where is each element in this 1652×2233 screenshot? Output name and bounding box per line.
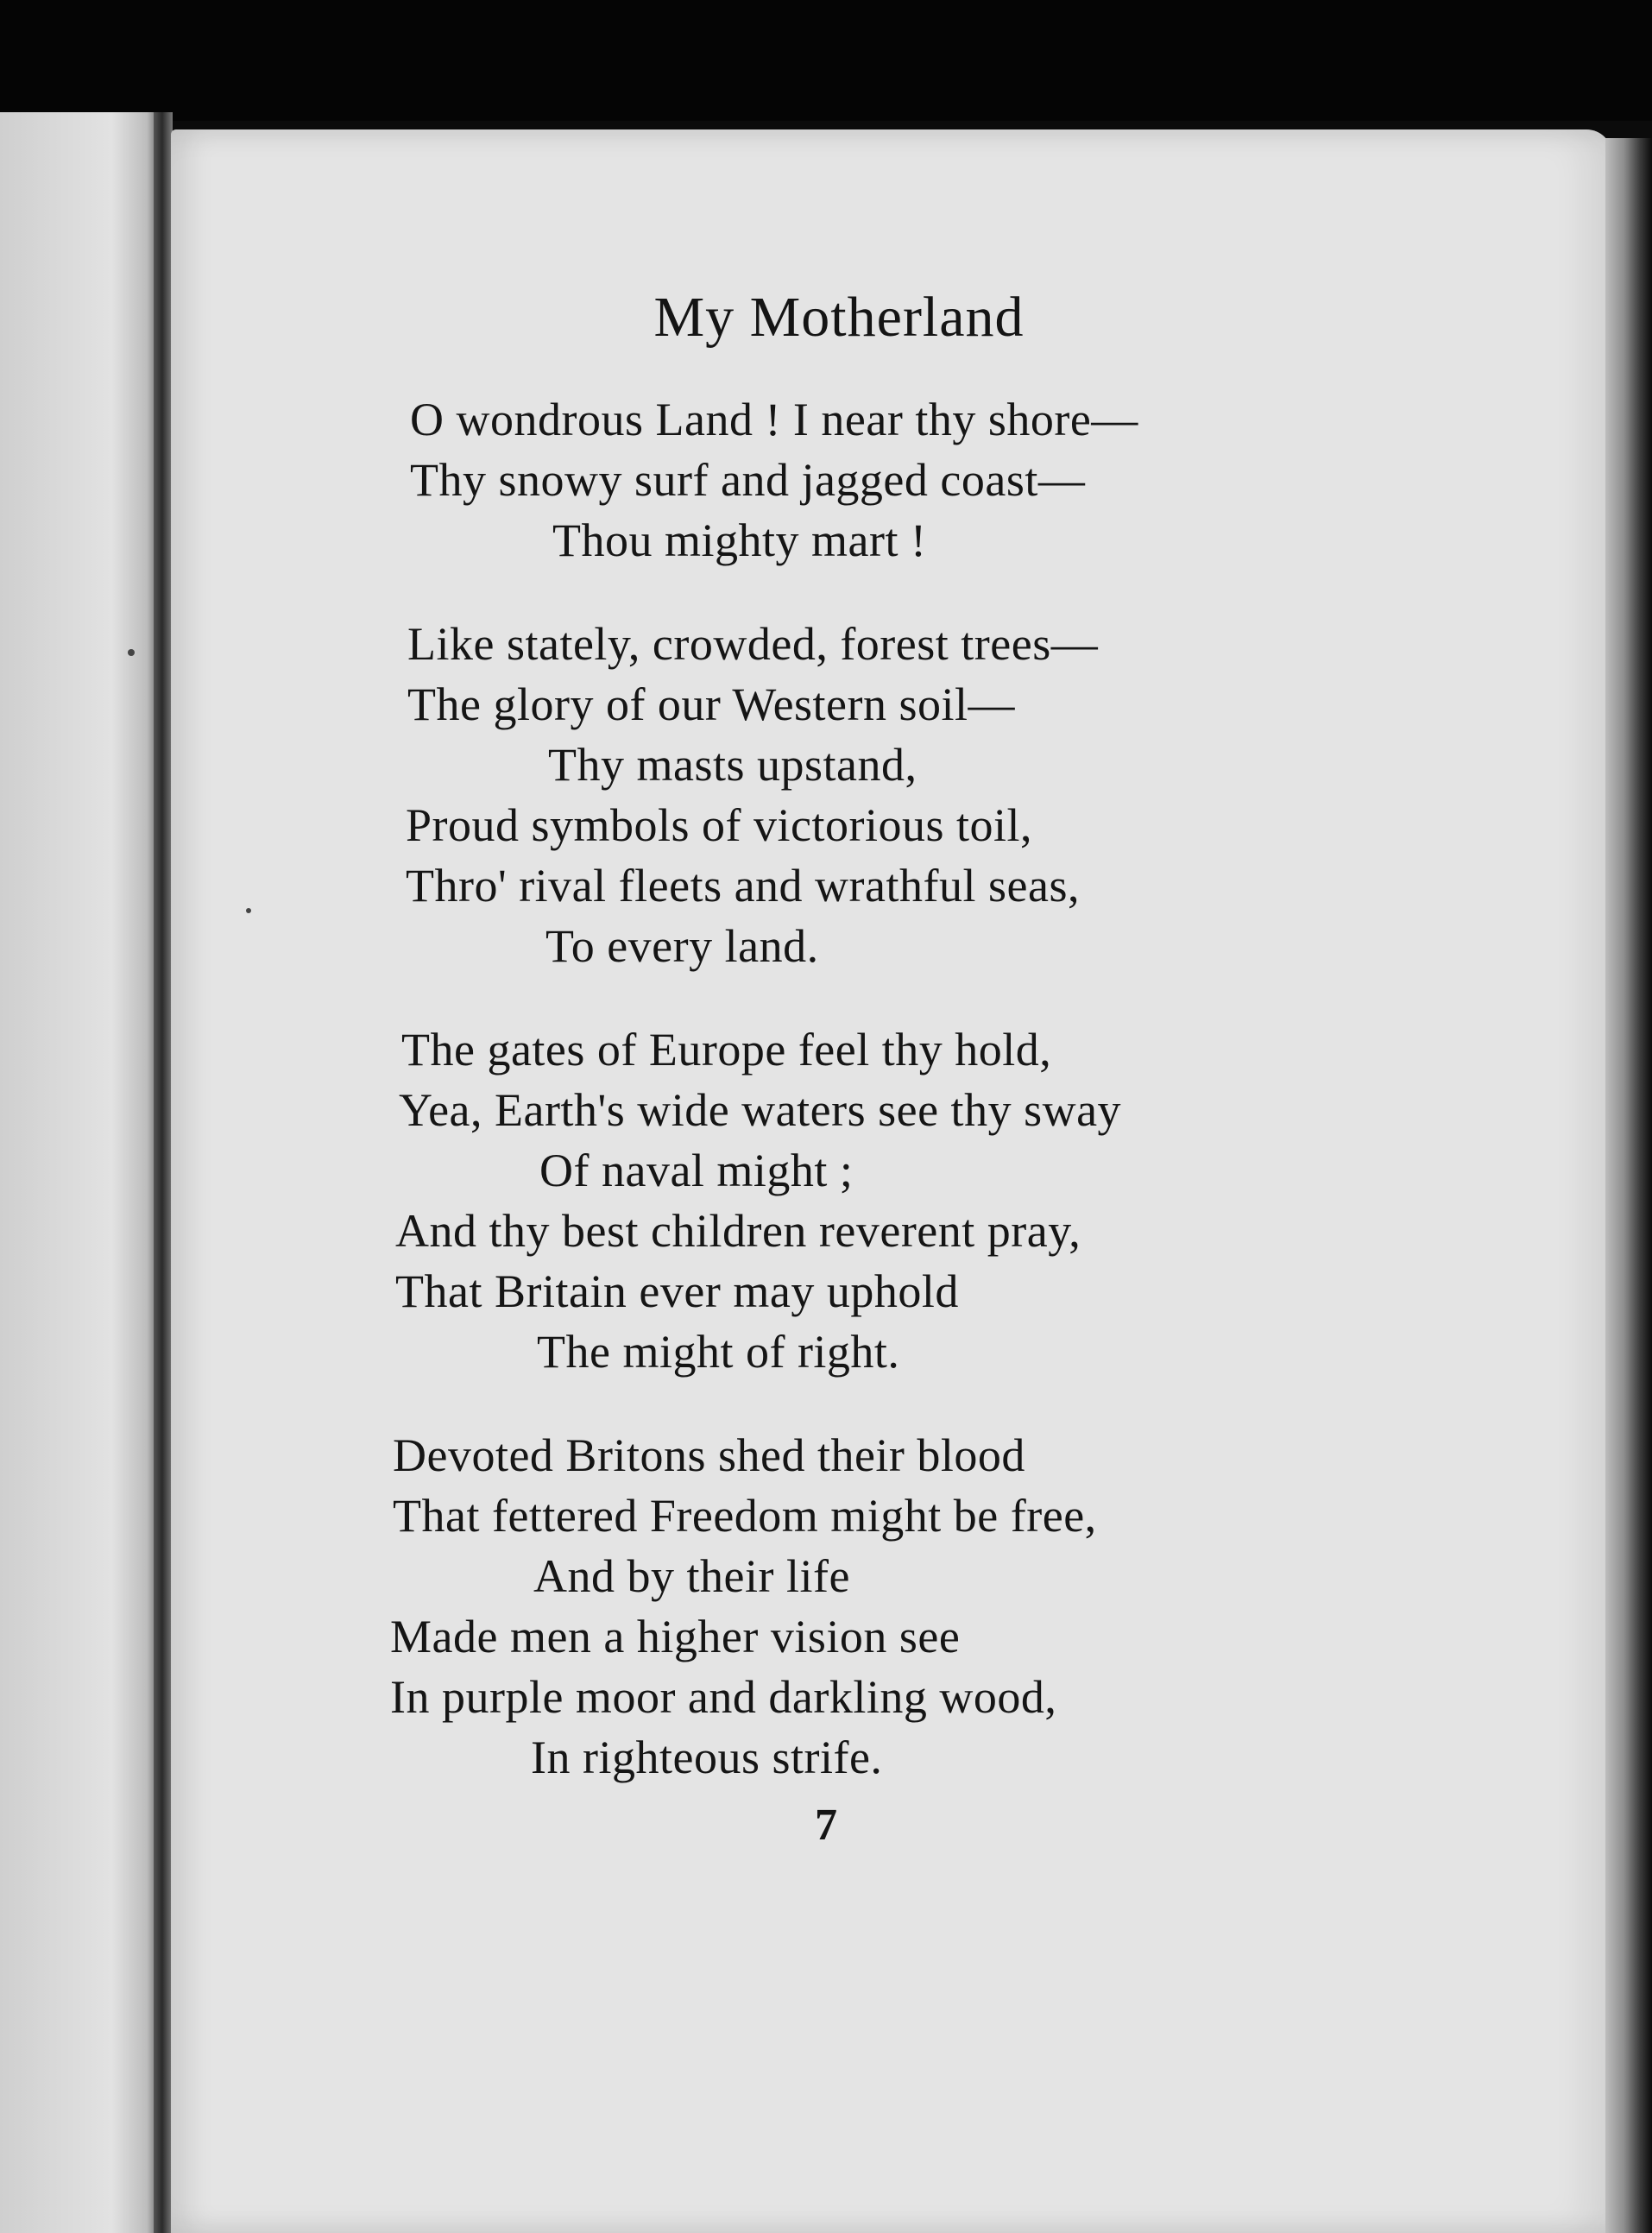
poem-line: That fettered Freedom might be free, — [393, 1490, 1097, 1542]
poem-line: Thro' rival fleets and wrathful seas, — [406, 860, 1080, 911]
poem-line: In righteous strife. — [531, 1732, 883, 1783]
poem-line: Like stately, crowded, forest trees— — [407, 618, 1099, 670]
poem-line: Of naval might ; — [539, 1145, 854, 1196]
scan-background — [0, 0, 1652, 121]
poem-line: Made men a higher vision see — [390, 1611, 961, 1662]
ink-speck — [128, 649, 135, 656]
poem-line: In purple moor and darkling wood, — [390, 1671, 1057, 1723]
page-number: 7 — [815, 1801, 837, 1850]
ink-speck — [246, 908, 251, 913]
poem-line: Thy snowy surf and jagged coast— — [410, 454, 1086, 506]
poem-line: Devoted Britons shed their blood — [393, 1429, 1025, 1481]
poem-line: The glory of our Western soil— — [407, 678, 1016, 730]
poem-line: Yea, Earth's wide waters see thy sway — [399, 1084, 1122, 1136]
poem-line: And thy best children reverent pray, — [395, 1205, 1081, 1257]
poem-line: That Britain ever may uphold — [395, 1265, 959, 1317]
facing-page-edge — [0, 112, 160, 2233]
book-gutter — [154, 112, 173, 2233]
poem-line: To every land. — [545, 920, 819, 972]
page-edge-right — [1605, 138, 1652, 2233]
poem-line: O wondrous Land ! I near thy shore— — [410, 394, 1138, 445]
poem-line: Thou mighty mart ! — [552, 514, 927, 566]
poem-line: And by their life — [533, 1550, 850, 1602]
poem-title: My Motherland — [653, 286, 1025, 349]
poem-line: The might of right. — [537, 1326, 900, 1378]
poem-line: Proud symbols of victorious toil, — [406, 799, 1033, 851]
poem-line: Thy masts upstand, — [548, 739, 917, 791]
poem-line: The gates of Europe feel thy hold, — [401, 1024, 1052, 1075]
